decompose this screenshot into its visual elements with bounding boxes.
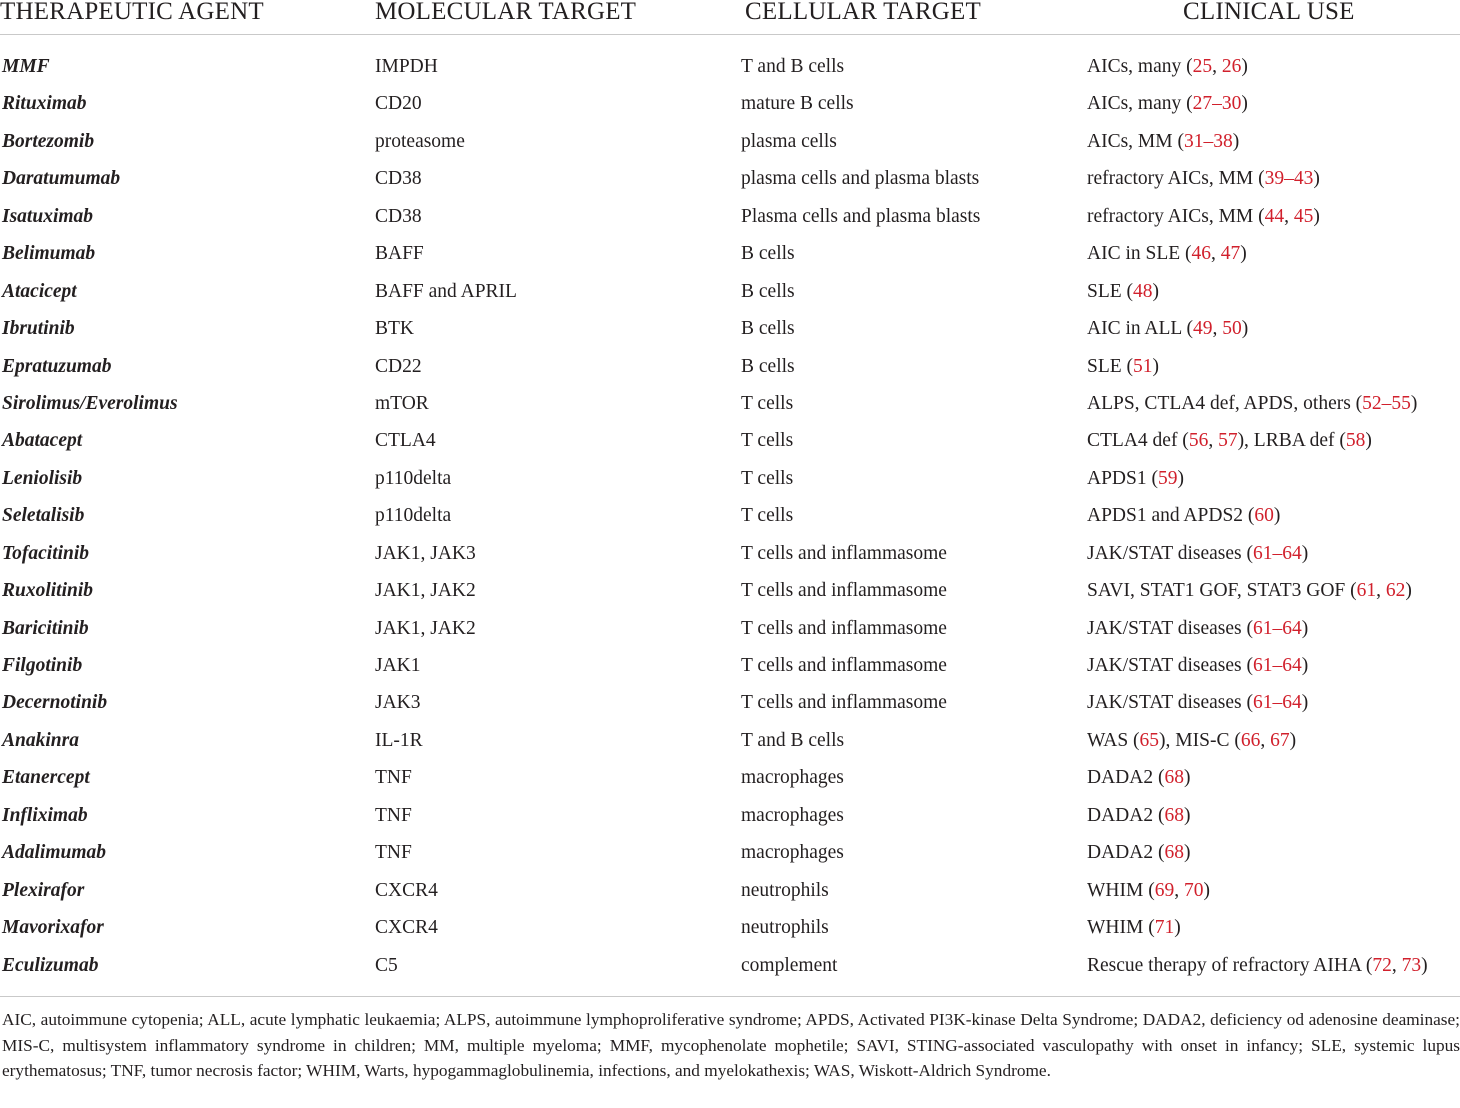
clinical-use-cell [1087, 385, 1417, 422]
clinical-use-text: ) [1183, 842, 1191, 864]
molecular-target-cell: IMPDH [375, 56, 438, 77]
clinical-use-text: ) [1241, 93, 1248, 115]
cellular-target-cell: plasma cells [741, 130, 837, 152]
table-row [0, 759, 1460, 796]
cellular-target-cell: mature B cells [741, 93, 854, 115]
clinical-use-text: AICs, many ( [1087, 93, 1193, 115]
agent-cell: Belimumab [2, 243, 96, 265]
reference-link[interactable]: 71 [1154, 917, 1175, 939]
molecular-target-cell: C5 [375, 954, 398, 976]
table-row [0, 947, 1460, 984]
clinical-use-text: , [1376, 580, 1386, 602]
table-row [0, 85, 1460, 122]
reference-link[interactable]: 25 [1192, 56, 1213, 77]
clinical-use-text: Rescue therapy of refractory AIHA ( [1087, 954, 1373, 976]
table-row [0, 797, 1460, 834]
reference-link[interactable]: 69 [1154, 879, 1175, 901]
clinical-use-text: AICs, many ( [1087, 56, 1193, 77]
reference-link[interactable]: 48 [1133, 280, 1153, 302]
reference-link[interactable]: 60 [1254, 505, 1274, 527]
agent-cell: Adalimumab [2, 842, 107, 864]
header-therapeutic-agent: THERAPEUTIC AGENT [0, 0, 264, 25]
table-row [0, 422, 1460, 459]
table-row [0, 235, 1460, 272]
clinical-use-text: DADA2 ( [1087, 842, 1165, 864]
agent-cell: Bortezomib [2, 130, 95, 152]
agent-cell: Seletalisib [2, 505, 85, 527]
cellular-target-cell: B cells [741, 243, 795, 265]
cellular-target-cell: neutrophils [741, 917, 829, 939]
clinical-use-text: ) [1301, 542, 1309, 564]
reference-link[interactable]: 31–38 [1183, 130, 1233, 152]
reference-link[interactable]: 56 [1188, 430, 1209, 452]
cellular-target-cell: macrophages [741, 804, 844, 826]
clinical-use-text: , [1211, 243, 1221, 265]
clinical-use-text: refractory AICs, MM ( [1087, 168, 1265, 190]
table-row [0, 572, 1460, 609]
clinical-use-text: ) [1301, 617, 1309, 639]
clinical-use-text: JAK/STAT diseases ( [1087, 542, 1253, 564]
clinical-use-text: , [1174, 879, 1184, 901]
reference-link[interactable]: 39–43 [1264, 168, 1314, 190]
agent-cell: Decernotinib [2, 692, 108, 714]
clinical-use-text: , [1391, 954, 1402, 976]
table-row [0, 460, 1460, 497]
clinical-use-text: WAS ( [1087, 729, 1140, 751]
table-row [0, 722, 1460, 759]
reference-link[interactable]: 50 [1222, 318, 1242, 340]
agent-cell: Filgotinib [2, 655, 83, 676]
clinical-use-text: ) [1241, 56, 1248, 77]
header-molecular-target: MOLECULAR TARGET [375, 0, 637, 25]
clinical-use-text: ) [1301, 692, 1309, 714]
clinical-use-text: SLE ( [1087, 280, 1134, 302]
table-row [0, 684, 1460, 721]
clinical-use-cell [1087, 198, 1320, 235]
table-row [0, 310, 1460, 347]
table-row [0, 385, 1460, 422]
cellular-target-cell: neutrophils [741, 879, 829, 901]
cellular-target-cell: B cells [741, 318, 795, 340]
reference-link[interactable]: 70 [1183, 879, 1204, 901]
reference-link[interactable]: 68 [1164, 842, 1184, 864]
molecular-target-cell: TNF [375, 767, 412, 789]
table-row [0, 610, 1460, 647]
table-row [0, 273, 1460, 310]
clinical-use-cell [1087, 160, 1320, 197]
table-row [0, 909, 1460, 946]
clinical-use-text: ) [1232, 130, 1240, 152]
agent-cell: Epratuzumab [2, 355, 112, 377]
cellular-target-cell: T cells [741, 467, 794, 489]
clinical-use-cell [1087, 422, 1372, 459]
clinical-use-cell [1087, 722, 1296, 759]
reference-link[interactable]: 49 [1192, 318, 1213, 340]
clinical-use-text: ) [1152, 280, 1160, 302]
molecular-target-cell: CD38 [375, 205, 422, 227]
molecular-target-cell: JAK1, JAK2 [375, 580, 476, 602]
reference-link[interactable]: 67 [1270, 729, 1290, 751]
table-body [0, 48, 1460, 984]
clinical-use-text: ) [1301, 655, 1309, 676]
molecular-target-cell: CD22 [375, 355, 422, 377]
cellular-target-cell: plasma cells and plasma blasts [741, 168, 980, 190]
reference-link[interactable]: 61–64 [1253, 655, 1302, 676]
reference-link[interactable]: 51 [1133, 355, 1153, 377]
table-row [0, 123, 1460, 160]
clinical-use-cell [1087, 48, 1248, 85]
molecular-target-cell: BAFF and APRIL [375, 280, 517, 302]
clinical-use-text: JAK/STAT diseases ( [1087, 655, 1253, 676]
cellular-target-cell: macrophages [741, 842, 844, 864]
clinical-use-text: ) [1183, 767, 1191, 789]
reference-link[interactable]: 68 [1164, 804, 1184, 826]
clinical-use-text: ) [1289, 729, 1297, 751]
molecular-target-cell: CTLA4 [375, 430, 436, 452]
cellular-target-cell: Plasma cells and plasma blasts [741, 205, 981, 227]
cellular-target-cell: T and B cells [741, 56, 845, 77]
cellular-target-cell: B cells [741, 355, 795, 377]
molecular-target-cell: p110delta [375, 505, 452, 527]
molecular-target-cell: CXCR4 [375, 917, 438, 939]
cellular-target-cell: T cells [741, 392, 794, 414]
table-row [0, 834, 1460, 871]
header-cellular-target: CELLULAR TARGET [745, 0, 981, 25]
clinical-use-text: SAVI, STAT1 GOF, STAT3 GOF ( [1087, 580, 1357, 602]
clinical-use-cell [1087, 834, 1190, 871]
table-header [0, 0, 1460, 35]
clinical-use-cell [1087, 123, 1239, 160]
clinical-use-cell [1087, 572, 1412, 609]
clinical-use-cell [1087, 797, 1190, 834]
reference-link[interactable]: 45 [1293, 205, 1314, 227]
reference-link[interactable]: 65 [1139, 729, 1160, 751]
table-row [0, 48, 1460, 85]
clinical-use-text: ) [1241, 318, 1249, 340]
table-footnote: AIC, autoimmune cytopenia; ALL, acute lymphatic leukaemia; ALPS, autoimmune lymphoproliferative syndrome; APDS, Activated PI3K-kinase Delta Syndrome; DADA2, deficiency od adenosine deaminase; MIS-C, multisystem inflammatory syndrome in children; MM, multiple myeloma; MMF, mycophenolate mophetile; SAVI, STING-associated vasculopathy with onset in infancy; SLE, systemic lupus erythematosus; TNF, tumor necrosis factor; WHIM, Warts, hypogammaglobulinemia, infections, and myelokathexis; WAS, Wiskott-Aldrich Syndrome. [2, 1010, 1460, 1081]
footnote-divider [0, 996, 1460, 997]
molecular-target-cell: mTOR [375, 392, 429, 414]
clinical-use-text: DADA2 ( [1087, 767, 1165, 789]
reference-link[interactable]: 68 [1164, 767, 1184, 789]
clinical-use-text: ) [1183, 804, 1191, 826]
clinical-use-cell [1087, 235, 1247, 272]
agent-cell: Anakinra [2, 729, 79, 751]
agent-cell: Atacicept [2, 280, 77, 302]
clinical-use-text: ) [1421, 954, 1428, 976]
clinical-use-text: , [1260, 729, 1271, 751]
clinical-use-cell [1087, 647, 1308, 684]
agent-cell: Mavorixafor [2, 917, 104, 939]
reference-link[interactable]: 46 [1191, 243, 1212, 265]
clinical-use-text: ) [1177, 467, 1184, 489]
agent-cell: Sirolimus/Everolimus [2, 392, 178, 414]
molecular-target-cell: JAK1, JAK3 [375, 542, 476, 564]
clinical-use-text: refractory AICs, MM ( [1087, 205, 1265, 227]
clinical-use-cell [1087, 872, 1210, 909]
agent-cell: Abatacept [2, 430, 83, 452]
reference-link[interactable]: 62 [1385, 580, 1406, 602]
clinical-use-text: ) [1365, 430, 1372, 452]
clinical-use-text: AIC in ALL ( [1087, 318, 1193, 340]
reference-link[interactable]: 73 [1401, 954, 1422, 976]
reference-link[interactable]: 57 [1218, 430, 1238, 452]
molecular-target-cell: CXCR4 [375, 879, 438, 901]
molecular-target-cell: BTK [375, 318, 414, 340]
clinical-use-text: ) [1240, 243, 1247, 265]
clinical-use-cell [1087, 273, 1159, 310]
molecular-target-cell: JAK3 [375, 692, 421, 714]
clinical-use-text: , [1212, 56, 1222, 77]
cellular-target-cell: complement [741, 954, 838, 976]
cellular-target-cell: T cells [741, 505, 794, 527]
cellular-target-cell: T and B cells [741, 729, 845, 751]
molecular-target-cell: TNF [375, 842, 412, 864]
molecular-target-cell: BAFF [375, 243, 424, 265]
agent-cell: Infliximab [2, 804, 88, 826]
clinical-use-text: JAK/STAT diseases ( [1087, 692, 1253, 714]
table-row [0, 348, 1460, 385]
cellular-target-cell: T cells and inflammasome [741, 692, 947, 714]
reference-link[interactable]: 59 [1157, 467, 1178, 489]
clinical-use-text: JAK/STAT diseases ( [1087, 617, 1253, 639]
agent-cell: Ibrutinib [2, 318, 75, 340]
reference-link[interactable]: 58 [1345, 430, 1366, 452]
clinical-use-text: ) [1174, 917, 1181, 939]
molecular-target-cell: proteasome [375, 130, 465, 152]
clinical-use-text: ALPS, CTLA4 def, APDS, others ( [1087, 392, 1363, 414]
molecular-target-cell: JAK1, JAK2 [375, 617, 476, 639]
cellular-target-cell: T cells and inflammasome [741, 542, 947, 564]
molecular-target-cell: JAK1 [375, 655, 421, 676]
cellular-target-cell: T cells and inflammasome [741, 580, 947, 602]
clinical-use-cell [1087, 684, 1308, 721]
agent-cell: Leniolisib [2, 467, 83, 489]
agent-cell: Isatuximab [2, 205, 94, 227]
clinical-use-cell [1087, 535, 1308, 572]
cellular-target-cell: macrophages [741, 767, 844, 789]
reference-link[interactable]: 61–64 [1253, 542, 1302, 564]
clinical-use-text: ) [1313, 205, 1320, 227]
clinical-use-text: AIC in SLE ( [1087, 243, 1192, 265]
reference-link[interactable]: 72 [1372, 954, 1392, 976]
clinical-use-text: ) [1203, 879, 1210, 901]
clinical-use-cell [1087, 460, 1184, 497]
clinical-use-cell [1087, 348, 1159, 385]
agent-cell: Etanercept [2, 767, 90, 789]
reference-link[interactable]: 44 [1264, 205, 1285, 227]
clinical-use-text: SLE ( [1087, 355, 1134, 377]
reference-link[interactable]: 61–64 [1253, 692, 1302, 714]
clinical-use-text: ) [1405, 580, 1412, 602]
agent-cell: Plexirafor [2, 879, 85, 901]
clinical-use-text: APDS1 and APDS2 ( [1087, 505, 1255, 527]
reference-link[interactable]: 27–30 [1192, 93, 1242, 115]
clinical-use-text: DADA2 ( [1087, 804, 1165, 826]
table-row [0, 647, 1460, 684]
agent-cell: Ruxolitinib [2, 580, 94, 602]
agent-cell: MMF [2, 56, 50, 77]
table-row [0, 160, 1460, 197]
reference-link[interactable]: 52–55 [1362, 392, 1411, 414]
cellular-target-cell: T cells and inflammasome [741, 617, 947, 639]
cellular-target-cell: B cells [741, 280, 795, 302]
clinical-use-text: WHIM ( [1087, 917, 1155, 939]
header-clinical-use: CLINICAL USE [1183, 0, 1355, 25]
clinical-use-cell [1087, 909, 1181, 946]
molecular-target-cell: TNF [375, 804, 412, 826]
clinical-use-text: ), LRBA def ( [1237, 430, 1346, 452]
clinical-use-text: ) [1313, 168, 1320, 190]
molecular-target-cell: IL-1R [375, 729, 423, 751]
clinical-use-text: , [1284, 205, 1294, 227]
clinical-use-text: APDS1 ( [1087, 467, 1158, 489]
clinical-use-text: , [1208, 430, 1219, 452]
clinical-use-text: AICs, MM ( [1087, 130, 1184, 152]
reference-link[interactable]: 61–64 [1253, 617, 1302, 639]
molecular-target-cell: p110delta [375, 467, 452, 489]
clinical-use-text: WHIM ( [1087, 879, 1155, 901]
table-row [0, 198, 1460, 235]
reference-link[interactable]: 66 [1240, 729, 1261, 751]
table-row [0, 497, 1460, 534]
table-row [0, 872, 1460, 909]
agent-cell: Baricitinib [2, 617, 89, 639]
reference-link[interactable]: 26 [1221, 56, 1242, 77]
molecular-target-cell: CD38 [375, 168, 422, 190]
clinical-use-text: CTLA4 def ( [1087, 430, 1189, 452]
agent-cell: Daratumumab [2, 168, 121, 190]
clinical-use-cell [1087, 947, 1428, 984]
clinical-use-text: ) [1273, 505, 1281, 527]
table-row [0, 535, 1460, 572]
clinical-use-cell [1087, 85, 1248, 122]
clinical-use-cell [1087, 610, 1308, 647]
agent-cell: Rituximab [2, 93, 87, 115]
molecular-target-cell: CD20 [375, 93, 422, 115]
cellular-target-cell: T cells [741, 430, 794, 452]
clinical-use-text: , [1212, 318, 1223, 340]
cellular-target-cell: T cells and inflammasome [741, 655, 947, 676]
clinical-use-cell [1087, 310, 1248, 347]
clinical-use-text: ), MIS-C ( [1159, 729, 1241, 751]
agent-cell: Tofacitinib [2, 542, 90, 564]
clinical-use-cell [1087, 759, 1190, 796]
clinical-use-text: ) [1152, 355, 1160, 377]
clinical-use-text: ) [1410, 392, 1418, 414]
clinical-use-cell [1087, 497, 1280, 534]
agent-cell: Eculizumab [2, 954, 99, 976]
reference-link[interactable]: 47 [1220, 243, 1241, 265]
reference-link[interactable]: 61 [1356, 580, 1377, 602]
